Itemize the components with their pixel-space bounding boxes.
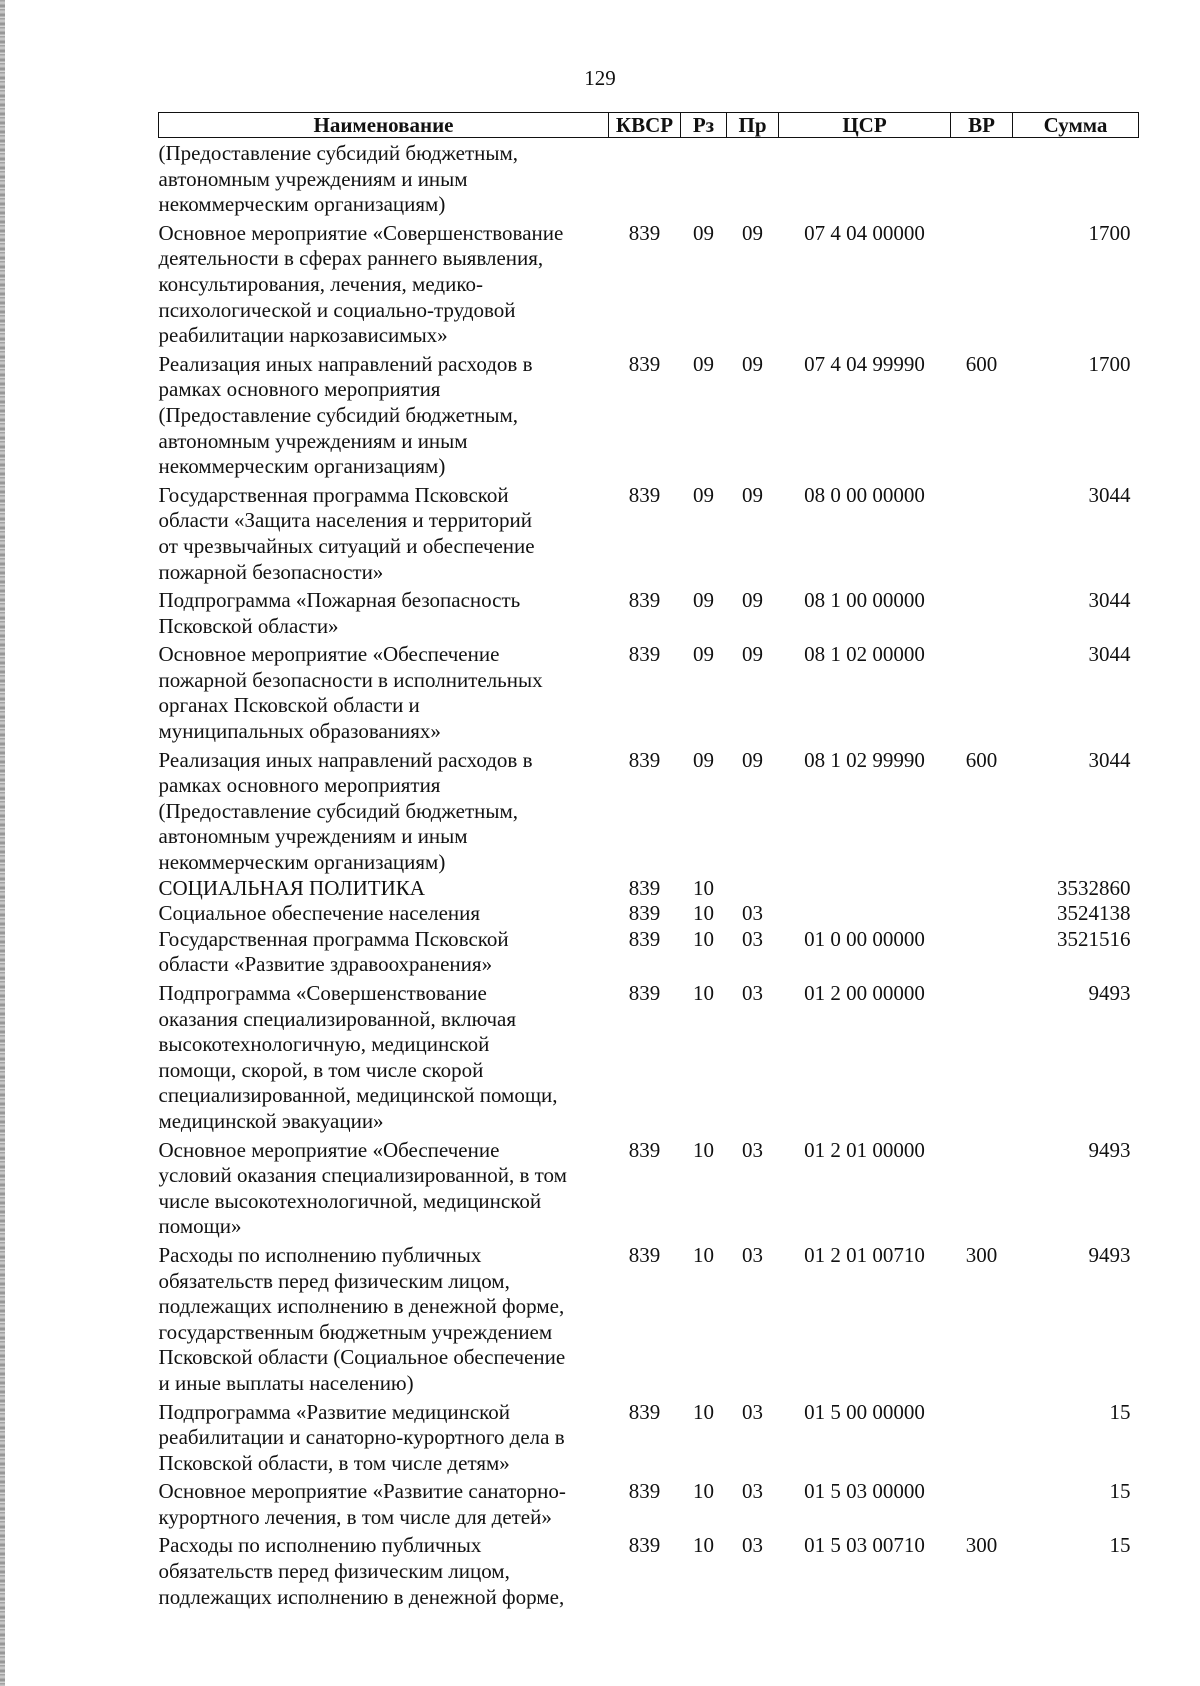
table-row <box>159 1476 1139 1530</box>
row-csr: 08 0 00 00000 <box>804 482 925 507</box>
row-csr: 08 1 02 99990 <box>804 747 925 772</box>
table-row <box>159 639 1139 744</box>
row-rz: 10 <box>693 981 714 1005</box>
row-pr: 03 <box>742 1399 763 1424</box>
row-kvsr: 839 <box>628 1399 661 1424</box>
row-rz <box>681 138 727 218</box>
row-kvsr: 839 <box>628 351 661 376</box>
row-name: Государственная программа Псковской области «Защита населения и территорий от чрезвычайных ситуаций и обеспечение пожарной безопасности» <box>158 482 535 584</box>
row-name: Основное мероприятие «Развитие санаторно- курортного лечения, в том числе для детей» <box>158 1479 566 1529</box>
table-header-row <box>159 113 1139 138</box>
row-vr <box>951 1397 1013 1477</box>
row-pr: 03 <box>742 926 763 951</box>
row-sum: 3521516 <box>1057 926 1131 951</box>
row-pr: 03 <box>742 981 763 1005</box>
row-vr: 300 <box>965 1242 998 1267</box>
table-row <box>159 745 1139 876</box>
row-csr: 01 2 01 00000 <box>804 1137 925 1162</box>
row-pr: 03 <box>742 901 763 926</box>
table-row <box>159 218 1139 349</box>
row-name: Основное мероприятие «Совершенствование деятельности в сферах раннего выявления, консультирования, лечения, медико- психологической и социально-трудовой реабилитации наркозависимых» <box>158 220 564 348</box>
row-kvsr: 839 <box>628 981 661 1005</box>
row-pr <box>727 876 779 902</box>
row-pr: 03 <box>742 1533 763 1558</box>
row-vr <box>951 138 1013 218</box>
row-rz: 10 <box>693 1399 714 1424</box>
row-csr: 01 5 03 00000 <box>804 1479 925 1504</box>
row-csr: 01 2 00 00000 <box>804 981 925 1005</box>
row-sum: 3532860 <box>1057 875 1131 900</box>
row-sum: 3044 <box>1088 642 1131 667</box>
table-row <box>159 480 1139 585</box>
table-row <box>159 585 1139 639</box>
row-sum: 3044 <box>1088 588 1131 613</box>
row-csr: 01 5 03 00710 <box>804 1533 925 1558</box>
row-csr: 07 4 04 99990 <box>804 351 925 376</box>
row-sum: 3524138 <box>1057 901 1131 926</box>
row-vr: 600 <box>965 747 998 772</box>
row-csr: 01 5 00 00000 <box>804 1399 925 1424</box>
table-row <box>159 901 1139 927</box>
scan-edge <box>0 0 5 1686</box>
row-sum: 9493 <box>1088 981 1131 1005</box>
header-kvsr: КВСР <box>609 113 681 138</box>
row-name: Основное мероприятие «Обеспечение пожарной безопасности в исполнительных органах Псковской области и муниципальных образованиях» <box>158 642 543 744</box>
row-kvsr: 839 <box>628 875 661 900</box>
header-pr: Пр <box>727 113 779 138</box>
row-sum: 1700 <box>1088 220 1131 245</box>
row-vr <box>951 218 1013 349</box>
row-kvsr: 839 <box>628 901 661 926</box>
row-rz: 10 <box>693 875 714 900</box>
row-vr <box>951 927 1013 978</box>
row-name: (Предоставление субсидий бюджетным, автономным учреждениям и иным некоммерческим организациям) <box>158 141 519 217</box>
row-pr: 09 <box>742 351 763 376</box>
table-row <box>159 1240 1139 1397</box>
row-pr: 09 <box>742 220 763 245</box>
row-sum: 15 <box>1109 1479 1131 1504</box>
row-rz: 10 <box>693 1242 714 1267</box>
row-rz: 10 <box>693 926 714 951</box>
header-vr: ВР <box>951 113 1013 138</box>
table-row <box>159 1135 1139 1240</box>
row-vr <box>951 1135 1013 1240</box>
row-rz: 10 <box>693 1479 714 1504</box>
table-row <box>159 927 1139 978</box>
row-kvsr: 839 <box>628 482 661 507</box>
row-kvsr: 839 <box>628 747 661 772</box>
row-name: Подпрограмма «Совершенствование оказания специализированной, включая высокотехнологичную, медицинской помощи, скорой, в том числе скорой специализированной, медицинской помощи, медицинской эвакуации» <box>158 981 558 1133</box>
row-csr <box>779 138 951 218</box>
row-kvsr: 839 <box>628 926 661 951</box>
row-sum: 3044 <box>1088 482 1131 507</box>
row-sum: 15 <box>1109 1399 1131 1424</box>
table-row <box>159 138 1139 218</box>
row-sum <box>1013 138 1139 218</box>
row-csr: 01 2 01 00710 <box>804 1242 925 1267</box>
row-csr: 08 1 00 00000 <box>804 588 925 613</box>
row-pr: 09 <box>742 747 763 772</box>
row-name: СОЦИАЛЬНАЯ ПОЛИТИКА <box>158 875 425 900</box>
row-csr: 08 1 02 00000 <box>804 642 925 667</box>
budget-table <box>158 112 1139 1610</box>
row-rz: 09 <box>693 642 714 667</box>
table-row <box>159 1397 1139 1477</box>
row-name: Расходы по исполнению публичных обязательств перед физическим лицом, подлежащих исполнению в денежной форме, <box>158 1533 565 1609</box>
row-csr: 01 0 00 00000 <box>804 926 925 951</box>
row-vr: 300 <box>965 1533 998 1558</box>
row-vr <box>951 639 1013 744</box>
row-sum: 9493 <box>1088 1137 1131 1162</box>
header-csr: ЦСР <box>779 113 951 138</box>
row-name: Основное мероприятие «Обеспечение условий оказания специализированной, в том числе высокотехнологичной, медицинской помощи» <box>158 1137 567 1239</box>
row-kvsr <box>609 138 681 218</box>
row-name: Подпрограмма «Развитие медицинской реабилитации и санаторно-курортного дела в Псковской области, в том числе детям» <box>158 1399 565 1475</box>
header-name: Наименование <box>159 113 609 138</box>
row-rz: 09 <box>693 747 714 772</box>
row-kvsr: 839 <box>628 588 661 613</box>
table-row <box>159 349 1139 480</box>
row-sum: 1700 <box>1088 351 1131 376</box>
row-name: Реализация иных направлений расходов в рамках основного мероприятия (Предоставление субсидий бюджетным, автономным учреждениям и иным некоммерческим организациям) <box>158 351 533 479</box>
row-pr: 09 <box>742 588 763 613</box>
row-pr: 03 <box>742 1242 763 1267</box>
table-body <box>159 138 1139 1611</box>
row-rz: 10 <box>693 1533 714 1558</box>
row-rz: 09 <box>693 482 714 507</box>
row-kvsr: 839 <box>628 1479 661 1504</box>
row-pr: 03 <box>742 1479 763 1504</box>
row-kvsr: 839 <box>628 642 661 667</box>
row-kvsr: 839 <box>628 1242 661 1267</box>
row-name: Подпрограмма «Пожарная безопасность Псковской области» <box>158 588 521 638</box>
row-vr <box>951 1476 1013 1530</box>
row-vr <box>951 585 1013 639</box>
row-vr: 600 <box>965 351 998 376</box>
row-pr: 09 <box>742 642 763 667</box>
page-number: 129 <box>584 66 616 90</box>
row-rz: 09 <box>693 351 714 376</box>
table-row <box>159 978 1139 1135</box>
header-sum: Сумма <box>1013 113 1139 138</box>
row-csr <box>779 876 951 902</box>
row-name: Расходы по исполнению публичных обязательств перед физическим лицом, подлежащих исполнению в денежной форме, государственным бюджетным учреждением Псковской области (Социальное обеспечение и иные выплаты населению) <box>158 1242 566 1395</box>
row-rz: 10 <box>693 1137 714 1162</box>
row-csr <box>779 901 951 927</box>
row-pr <box>727 138 779 218</box>
row-vr <box>951 901 1013 927</box>
row-name: Реализация иных направлений расходов в рамках основного мероприятия (Предоставление субсидий бюджетным, автономным учреждениям и иным некоммерческим организациям) <box>158 747 533 875</box>
table-row <box>159 1530 1139 1610</box>
table-row <box>159 876 1139 902</box>
row-vr <box>951 978 1013 1135</box>
row-kvsr: 839 <box>628 1137 661 1162</box>
row-sum: 15 <box>1109 1533 1131 1558</box>
row-rz: 09 <box>693 588 714 613</box>
row-pr: 09 <box>742 482 763 507</box>
row-kvsr: 839 <box>628 220 661 245</box>
row-pr: 03 <box>742 1137 763 1162</box>
row-vr <box>951 480 1013 585</box>
row-name: Социальное обеспечение населения <box>158 901 481 926</box>
row-sum: 9493 <box>1088 1242 1131 1267</box>
row-rz: 09 <box>693 220 714 245</box>
row-name: Государственная программа Псковской области «Развитие здравоохранения» <box>158 926 509 977</box>
header-rz: Рз <box>681 113 727 138</box>
row-rz: 10 <box>693 901 714 926</box>
row-sum: 3044 <box>1088 747 1131 772</box>
row-vr <box>951 876 1013 902</box>
row-kvsr: 839 <box>628 1533 661 1558</box>
row-csr: 07 4 04 00000 <box>804 220 925 245</box>
